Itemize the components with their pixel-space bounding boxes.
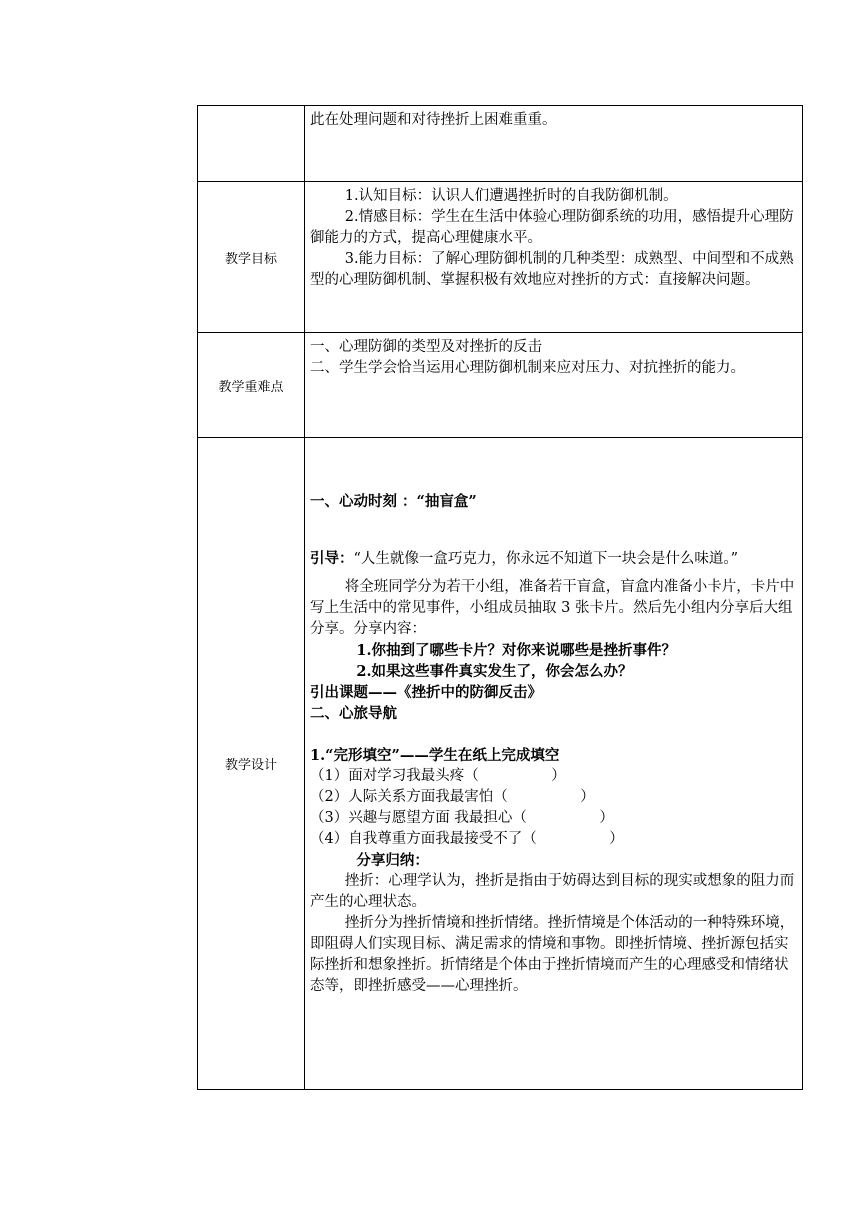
row-label: [198, 106, 305, 182]
topic-line: 引出课题——《挫折中的防御反击》: [310, 684, 542, 701]
row-content: [305, 438, 803, 1090]
row-label: 教学目标: [198, 182, 305, 333]
text-line: 此在处理问题和对待挫折上困难重重。: [310, 112, 557, 128]
cloze-item: （2）人际关系方面我最害怕（ ）: [310, 789, 595, 805]
intro-label: 引导：: [310, 550, 354, 567]
goal-emotional: 2.情感目标：学生在生活中体验心理防御系统的功用，感悟提升心理防御能力的方式，提高心理健康水平。: [310, 209, 794, 246]
frustration-definition: 挫折：心理学认为，挫折是指由于妨碍达到目标的现实或想象的阻力而产生的心理状态。: [310, 873, 795, 910]
cloze-item: （4）自我尊重方面我最接受不了（ ）: [310, 831, 624, 847]
table-row: [198, 438, 803, 1090]
cloze-item: （3）兴趣与愿望方面 我最担心（ ）: [310, 810, 614, 826]
intro-paragraph: [310, 541, 798, 577]
goal-cognitive: 1.认知目标：认识人们遭遇挫折时的自我防御机制。: [344, 188, 678, 204]
question-1: 1.你抽到了哪些卡片？对你来说哪些是挫折事件？: [356, 642, 677, 659]
cloze-title: 1.“完形填空”——学生在纸上完成填空: [310, 747, 560, 764]
key-point-2: 二、学生学会恰当运用心理防御机制来应对压力、对抗挫折的能力。: [310, 360, 745, 376]
row-label: 教学重难点: [198, 333, 305, 438]
table-row: [198, 182, 803, 333]
table-row: [198, 333, 803, 438]
table-row: [198, 106, 803, 182]
row-content: [305, 333, 803, 438]
goal-ability: 3.能力目标：了解心理防御机制的几种类型：成熟型、中间型和不成熟型的心理防御机制、掌握积极有效地应对挫折的方式：直接解决问题。: [310, 251, 794, 288]
row-content: [305, 182, 803, 333]
key-point-1: 一、心理防御的类型及对挫折的反击: [310, 339, 542, 355]
row-content: [305, 106, 803, 182]
question-2: 2.如果这些事件真实发生了，你会怎么办？: [356, 663, 633, 680]
frustration-explanation: 挫折分为挫折情境和挫折情绪。挫折情境是个体活动的一种特殊环境，即阻碍人们实现目标、满足需求的情境和事物。即挫折情境、挫折源包括实际挫折和想象挫折。折情绪是个体由于挫折情境而产生的心理感受和情绪状态等，即挫折感受——心理挫折。: [310, 915, 795, 994]
cloze-item: （1）面对学习我最头疼（ ）: [310, 768, 566, 784]
section-2-title: 二、心旅导航: [310, 705, 397, 722]
intro-quote: “人生就像一盒巧克力，你永远不知道下一块会是什么味道。”: [353, 551, 739, 567]
summary-label: 分享归纳：: [356, 852, 429, 869]
activity-description: 将全班同学分为若干小组，准备若干盲盒，盲盒内准备小卡片，卡片中写上生活中的常见事件，小组成员抽取 3 张卡片。然后先小组内分享后大组分享。分享内容：: [310, 579, 795, 637]
section-1-title: 一、心动时刻 ：“抽盲盒”: [310, 493, 477, 510]
lesson-plan-table: [197, 105, 803, 1090]
row-label: 教学设计: [198, 438, 305, 1090]
